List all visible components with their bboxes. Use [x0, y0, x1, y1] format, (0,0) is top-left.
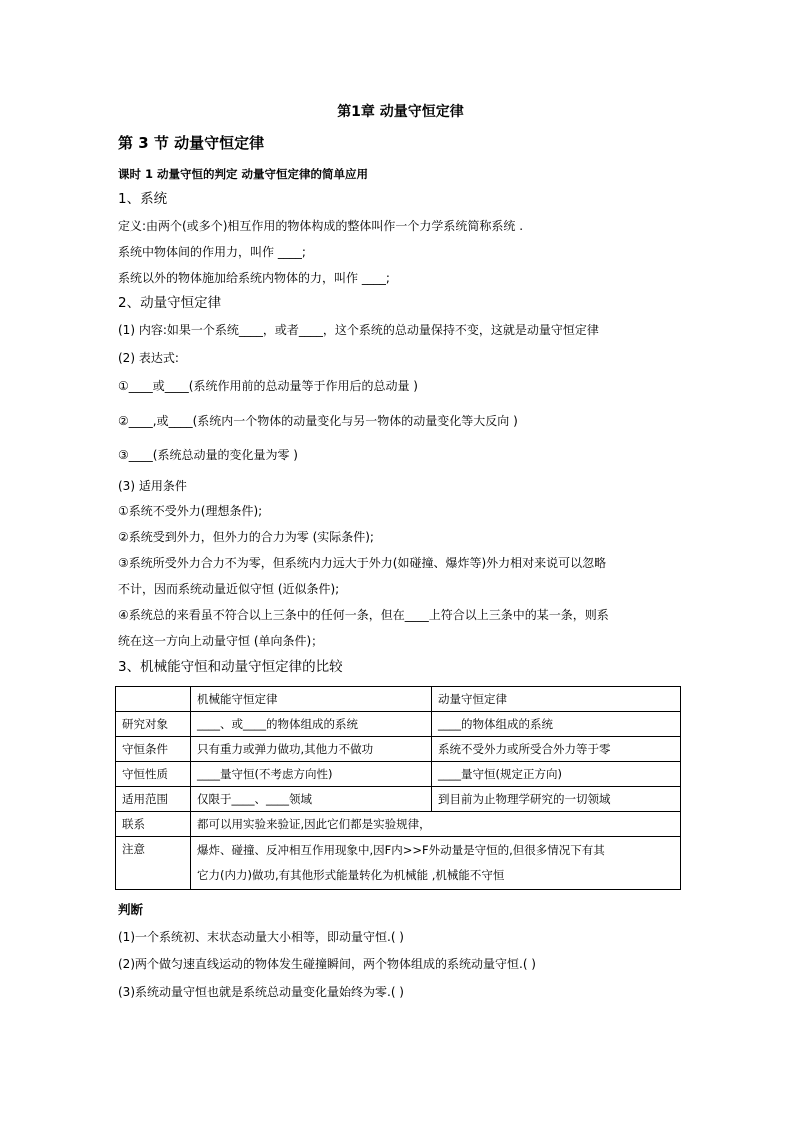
condition-3-line-2: 不计，因而系统动量近似守恒 (近似条件); [118, 582, 340, 596]
table-cell: 系统不受外力或所受合外力等于零 [432, 737, 681, 762]
lesson-title: 课时 1 动量守恒的判定 动量守恒定律的简单应用 [118, 167, 369, 181]
note-line-2: 它力(内力)做功,有其他形式能量转化为机械能 ,机械能不守恒 [197, 868, 505, 882]
table-cell: ____量守恒(不考虑方向性) [191, 762, 432, 787]
comparison-heading: 3、机械能守恒和动量守恒定律的比较 [118, 659, 343, 675]
condition-4-line-2: 统在这一方向上动量守恒 (单向条件)； [118, 634, 324, 648]
law-heading: 2、动量守恒定律 [118, 295, 222, 311]
table-row [116, 762, 681, 787]
table-header-row [116, 687, 681, 712]
table-row [116, 787, 681, 812]
condition-2: ②系统受到外力，但外力的合力为零 (实际条件); [118, 530, 374, 544]
law-content: (1) 内容:如果一个系统____，或者____，这个系统的总动量保持不变，这就是动量守恒定律 [118, 323, 599, 337]
condition-4-line-1: ④系统总的来看虽不符合以上三条中的任何一条，但在____上符合以上三条中的某一条，则系 [118, 608, 609, 622]
note-line-1: 爆炸、碰撞、反冲相互作用现象中,因F内>>F外动量是守恒的,但很多情况下有其 [197, 843, 605, 857]
table-cell: 研究对象 [116, 712, 191, 737]
table-cell: 都可以用实验来验证,因此它们都是实验规律， [191, 812, 681, 837]
table-row-link [116, 812, 681, 837]
expression-2: ②____,或____(系统内一个物体的动量变化与另一物体的动量变化等大反向 ) [118, 414, 518, 428]
judgement-heading: 判断 [118, 902, 144, 917]
table-cell: 注意 [116, 837, 191, 890]
expression-1: ①____或____(系统作用前的总动量等于作用后的总动量 ) [118, 379, 418, 393]
external-force-line: 系统以外的物体施加给系统内物体的力，叫作 ____; [118, 271, 390, 285]
table-row [116, 737, 681, 762]
table-cell: 适用范围 [116, 787, 191, 812]
table-cell-note [191, 837, 681, 890]
condition-3-line-1: ③系统所受外力合力不为零，但系统内力远大于外力(如碰撞、爆炸等)外力相对来说可以忽略 [118, 556, 607, 570]
internal-force-line: 系统中物体间的作用力，叫作 ____; [118, 245, 306, 259]
system-definition: 定义:由两个(或多个)相互作用的物体构成的整体叫作一个力学系统简称系统 . [118, 219, 524, 233]
table-header-mechanical: 机械能守恒定律 [191, 687, 432, 712]
table-row [116, 712, 681, 737]
table-cell: ____、或____的物体组成的系统 [191, 712, 432, 737]
judgement-question-1: (1)一个系统初、末状态动量大小相等，即动量守恒.( ) [118, 930, 404, 944]
condition-1: ①系统不受外力(理想条件); [118, 504, 263, 518]
table-row-note [116, 837, 681, 890]
expression-3: ③____(系统总动量的变化量为零 ) [118, 448, 298, 462]
table-cell: 联系 [116, 812, 191, 837]
table-header-momentum: 动量守恒定律 [432, 687, 681, 712]
judgement-question-3: (3)系统动量守恒也就是系统总动量变化量始终为零.( ) [118, 985, 404, 999]
expression-heading: (2) 表达式: [118, 351, 179, 365]
table-cell: 只有重力或弹力做功,其他力不做功 [191, 737, 432, 762]
table-cell: 仅限于____、____领域 [191, 787, 432, 812]
table-cell: 守恒条件 [116, 737, 191, 762]
comparison-table [115, 686, 681, 890]
section-title: 第 3 节 动量守恒定律 [118, 134, 265, 152]
conditions-heading: (3) 适用条件 [118, 479, 187, 493]
table-cell: ____的物体组成的系统 [432, 712, 681, 737]
judgement-question-2: (2)两个做匀速直线运动的物体发生碰撞瞬间，两个物体组成的系统动量守恒.( ) [118, 957, 536, 971]
table-cell: 到目前为止物理学研究的一切领域 [432, 787, 681, 812]
table-cell: ____量守恒(规定正方向) [432, 762, 681, 787]
table-cell: 守恒性质 [116, 762, 191, 787]
system-heading: 1、系统 [118, 191, 168, 207]
table-cell [116, 687, 191, 712]
chapter-title: 第1章 动量守恒定律 [337, 104, 464, 120]
